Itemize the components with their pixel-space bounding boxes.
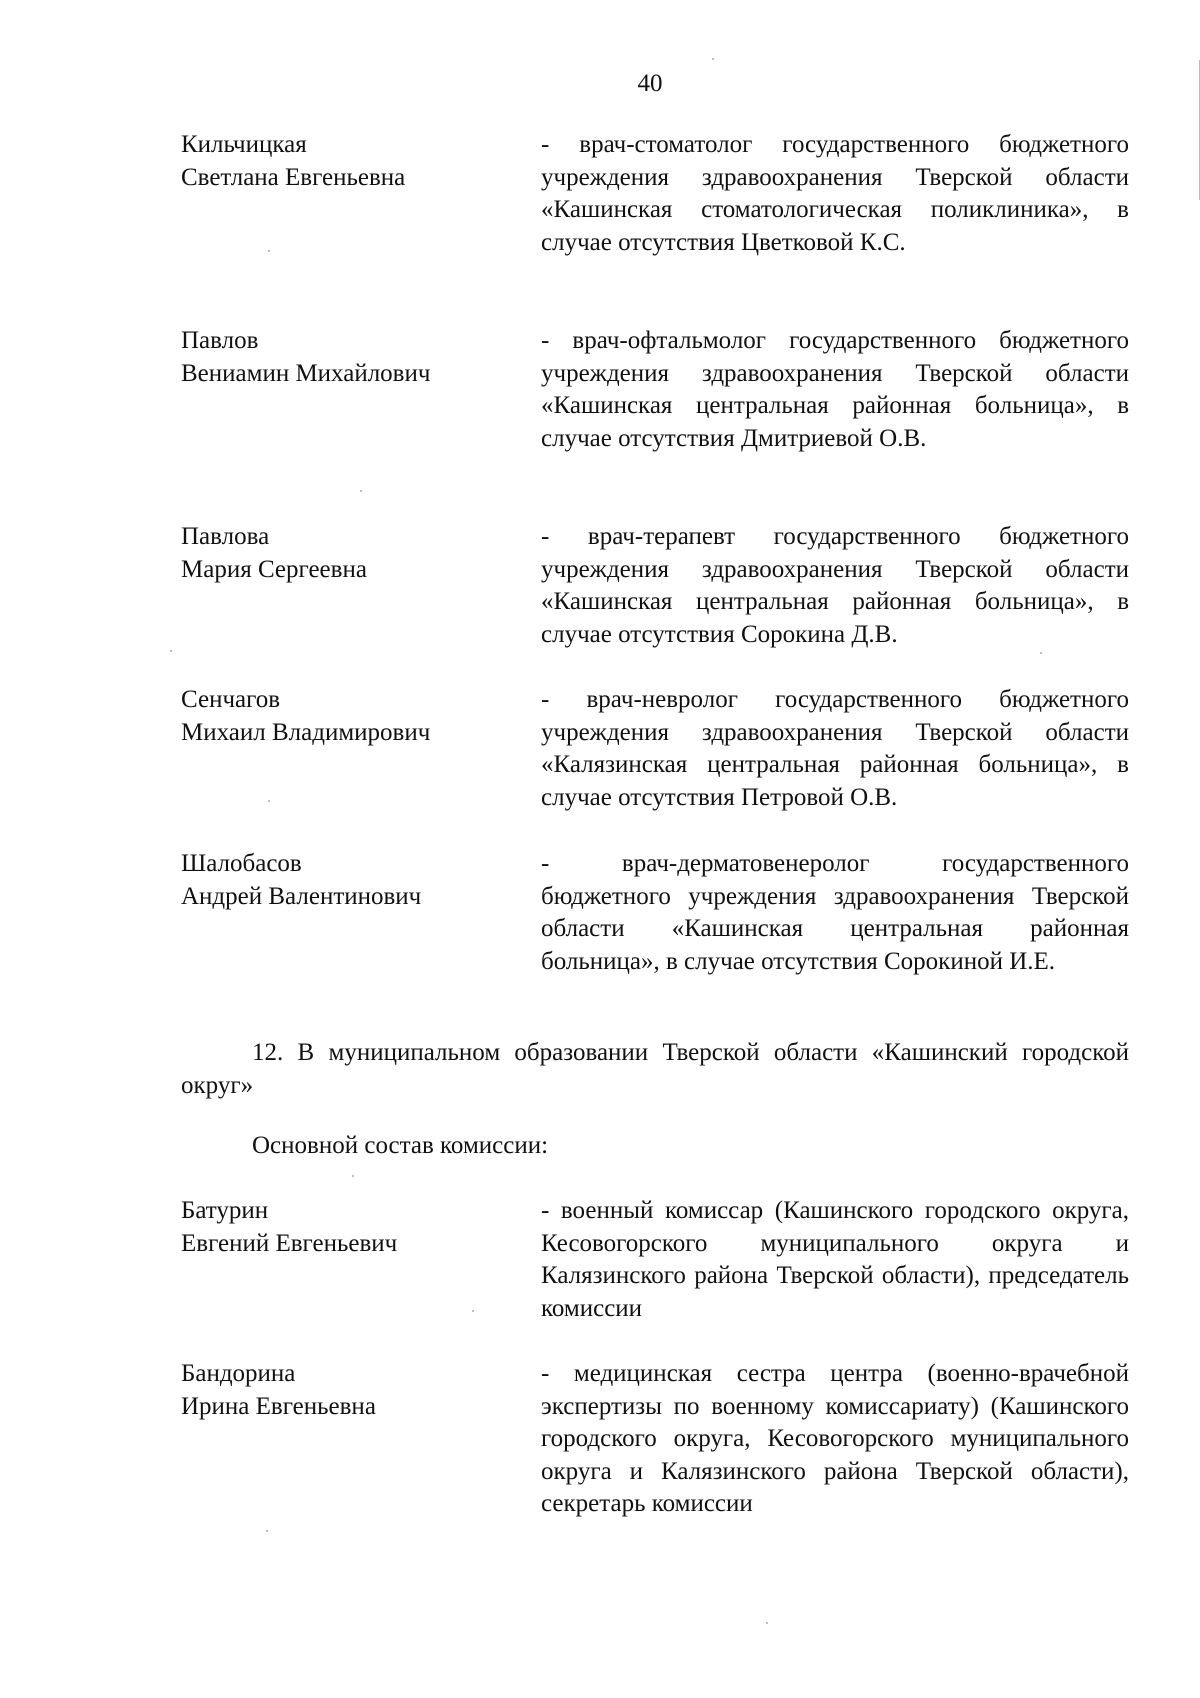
scan-speck	[352, 1175, 354, 1177]
scan-speck	[170, 650, 172, 652]
member-role: - военный комиссар (Кашинского городского округа, Кесовогорского муниципального округа и Калязинского района Тверской области), председатель комиссии	[541, 1197, 1129, 1322]
member-name	[181, 325, 511, 390]
member-surname: Кильчицкая	[181, 131, 307, 158]
member-given-names: Михаил Владимирович	[181, 718, 431, 746]
member-role: - врач-терапевт государственного бюджетного учреждения здравоохранения Тверской области «Кашинская центральная районная больница», в случае отсутствия Сорокина Д.В.	[541, 523, 1129, 648]
scan-speck	[268, 250, 270, 252]
scan-speck	[472, 1310, 474, 1312]
member-role: - врач-невролог государственного бюджетного учреждения здравоохранения Тверской области «Калязинская центральная районная больница», в случае отсутствия Петровой О.В.	[541, 686, 1129, 811]
member-name	[181, 521, 511, 586]
scan-speck	[360, 490, 362, 492]
subheading: Основной состав комиссии:	[252, 1132, 549, 1159]
member-surname: Бандорина	[181, 1360, 296, 1387]
page-number: 40	[637, 70, 663, 97]
scan-speck	[766, 1622, 768, 1624]
member-name	[181, 684, 511, 749]
member-name	[181, 848, 511, 913]
member-given-names: Евгений Евгеньевич	[181, 1229, 398, 1257]
scan-speck	[1040, 652, 1042, 654]
scan-speck	[266, 1530, 268, 1532]
member-surname: Павлова	[181, 523, 270, 550]
member-role: - врач-дерматовенеролог государственного бюджетного учреждения здравоохранения Тверской области «Кашинская центральная районная больница», в случае отсутствия Сорокиной И.Е.	[541, 850, 1129, 975]
member-name	[181, 129, 511, 194]
member-given-names: Ирина Евгеньевна	[181, 1392, 376, 1420]
scan-speck	[712, 58, 714, 60]
member-surname: Павлов	[181, 327, 259, 354]
member-surname: Сенчагов	[181, 686, 281, 713]
member-surname: Батурин	[181, 1197, 269, 1224]
member-role: - врач-офтальмолог государственного бюджетного учреждения здравоохранения Тверской области «Кашинская центральная районная больница», в случае отсутствия Дмитриевой О.В.	[541, 327, 1129, 452]
scan-speck	[268, 800, 270, 802]
member-role: - медицинская сестра центра (военно-врачебной экспертизы по военному комиссариату) (Кашинского городского округа, Кесовогорского муниципального округа и Калязинского района Тверской области), секретарь комиссии	[541, 1360, 1129, 1517]
member-given-names: Светлана Евгеньевна	[181, 163, 406, 191]
member-name	[181, 1358, 511, 1423]
member-surname: Шалобасов	[181, 850, 302, 877]
member-given-names: Андрей Валентинович	[181, 882, 422, 910]
member-role: - врач-стоматолог государственного бюджетного учреждения здравоохранения Тверской области «Кашинская стоматологическая поликлиника», в случае отсутствия Цветковой К.С.	[541, 131, 1129, 256]
member-given-names: Вениамин Михайлович	[181, 359, 431, 387]
section-heading: 12. В муниципальном образовании Тверской области «Кашинский городской округ»	[181, 1039, 1129, 1099]
member-name	[181, 1195, 511, 1260]
member-given-names: Мария Сергеевна	[181, 555, 367, 583]
